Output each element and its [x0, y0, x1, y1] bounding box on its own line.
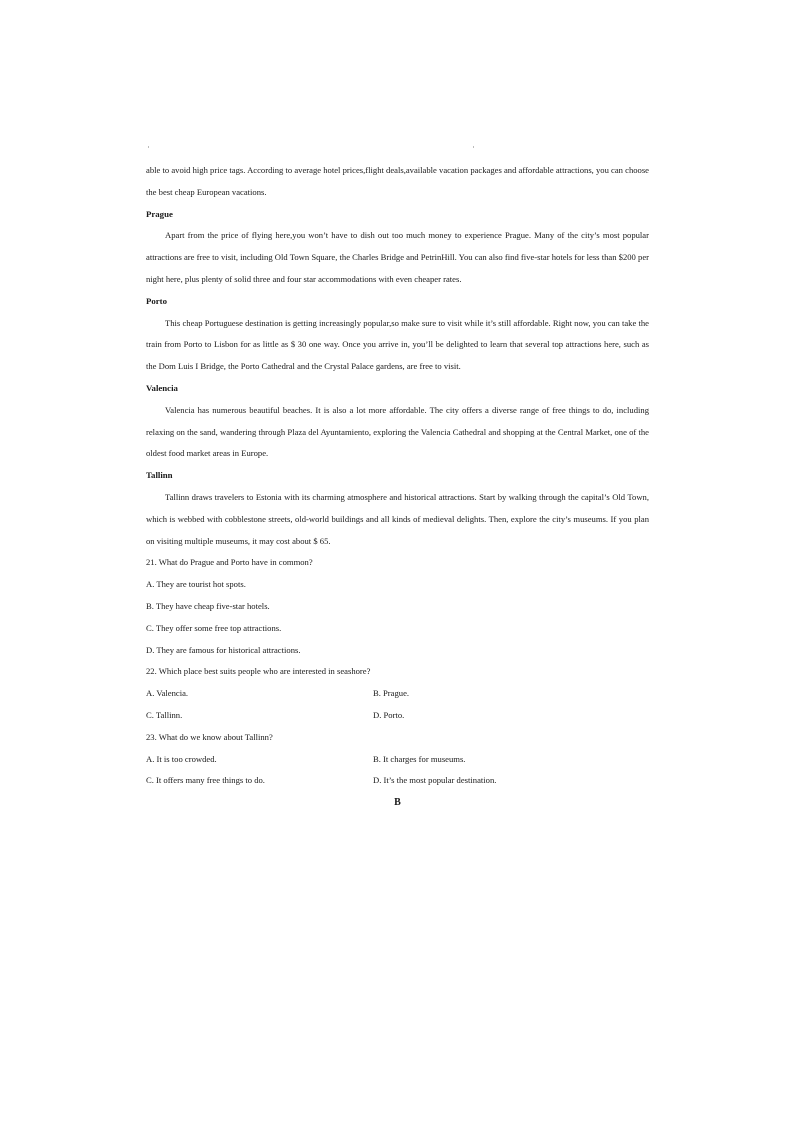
section-body: Valencia has numerous beautiful beaches. It is also a lot more affordable. The city offers a diverse range of free things to do, including relaxing on the sand, wandering through Plaza del Ayuntamiento, exploring the Valencia Cathedral and shopping at the Central Market, one of the oldest food market areas in Europe. — [146, 404, 649, 459]
section-tallinn — [146, 465, 649, 552]
option-b: B. Prague. — [373, 688, 410, 699]
option-d: D. They are famous for historical attractions. — [146, 644, 301, 655]
option-row — [146, 749, 649, 771]
section-body: This cheap Portuguese destination is getting increasingly popular,so make sure to visit while it’s still affordable. Right now, you can take the train from Porto to Lisbon for as little as $ 30 one way. Once you arrive in, you’ll be delighted to learn that several top attractions here, such as the Dom Luis I Bridge, the Porto Cathedral and the Crystal Palace gardens, are free to visit. — [146, 317, 649, 372]
section-heading: Valencia — [146, 382, 178, 393]
section-prague — [146, 204, 649, 291]
option-c: C. Tallinn. — [146, 709, 183, 720]
question-22 — [146, 661, 649, 726]
option-c: C. They offer some free top attractions. — [146, 622, 282, 633]
option-row — [146, 770, 649, 792]
section-heading: Porto — [146, 295, 168, 306]
scan-speck — [148, 146, 149, 148]
option-b: B. It charges for museums. — [373, 753, 466, 764]
section-porto — [146, 291, 649, 378]
section-heading: Tallinn — [146, 470, 173, 481]
option-d: D. It’s the most popular destination. — [373, 775, 497, 786]
option-a: A. It is too crowded. — [146, 753, 217, 764]
option-row — [146, 705, 649, 727]
option-d: D. Porto. — [373, 709, 405, 720]
section-body: Apart from the price of flying here,you won’t have to dish out too much money to experience Prague. Many of the city’s most popular attractions are free to visit, including Old Town Square, the Charles Bridge and PetrinHill. You can also find five-star hotels for less than $200 per night here, plus plenty of solid three and four star accommodations with even cheaper rates. — [146, 230, 649, 284]
document-page — [146, 160, 649, 814]
section-b-heading: B — [394, 797, 401, 809]
option-row — [146, 683, 649, 705]
intro-paragraph: able to avoid high price tags. According to average hotel prices,flight deals,available vacation packages and affordable attractions, you can choose the best cheap European vacations. — [146, 165, 649, 197]
option-c: C. It offers many free things to do. — [146, 775, 265, 786]
question-stem: 23. What do we know about Tallinn? — [146, 731, 273, 742]
scan-speck — [473, 146, 474, 148]
option-a: A. Valencia. — [146, 688, 189, 699]
question-stem: 22. Which place best suits people who are interested in seashore? — [146, 666, 371, 677]
section-valencia — [146, 378, 649, 465]
section-heading: Prague — [146, 208, 173, 219]
option-a: A. They are tourist hot spots. — [146, 579, 246, 590]
section-body: Tallinn draws travelers to Estonia with its charming atmosphere and historical attractions. Start by walking through the capital’s Old Town, which is webbed with cobblestone streets, old-world buildings and all kinds of medieval delights. Then, explore the city’s museums. If you plan on visiting multiple museums, it may cost about $ 65. — [146, 491, 649, 546]
question-stem: 21. What do Prague and Porto have in common? — [146, 557, 313, 568]
option-b: B. They have cheap five-star hotels. — [146, 600, 270, 611]
question-23 — [146, 727, 649, 792]
question-21 — [146, 552, 649, 661]
